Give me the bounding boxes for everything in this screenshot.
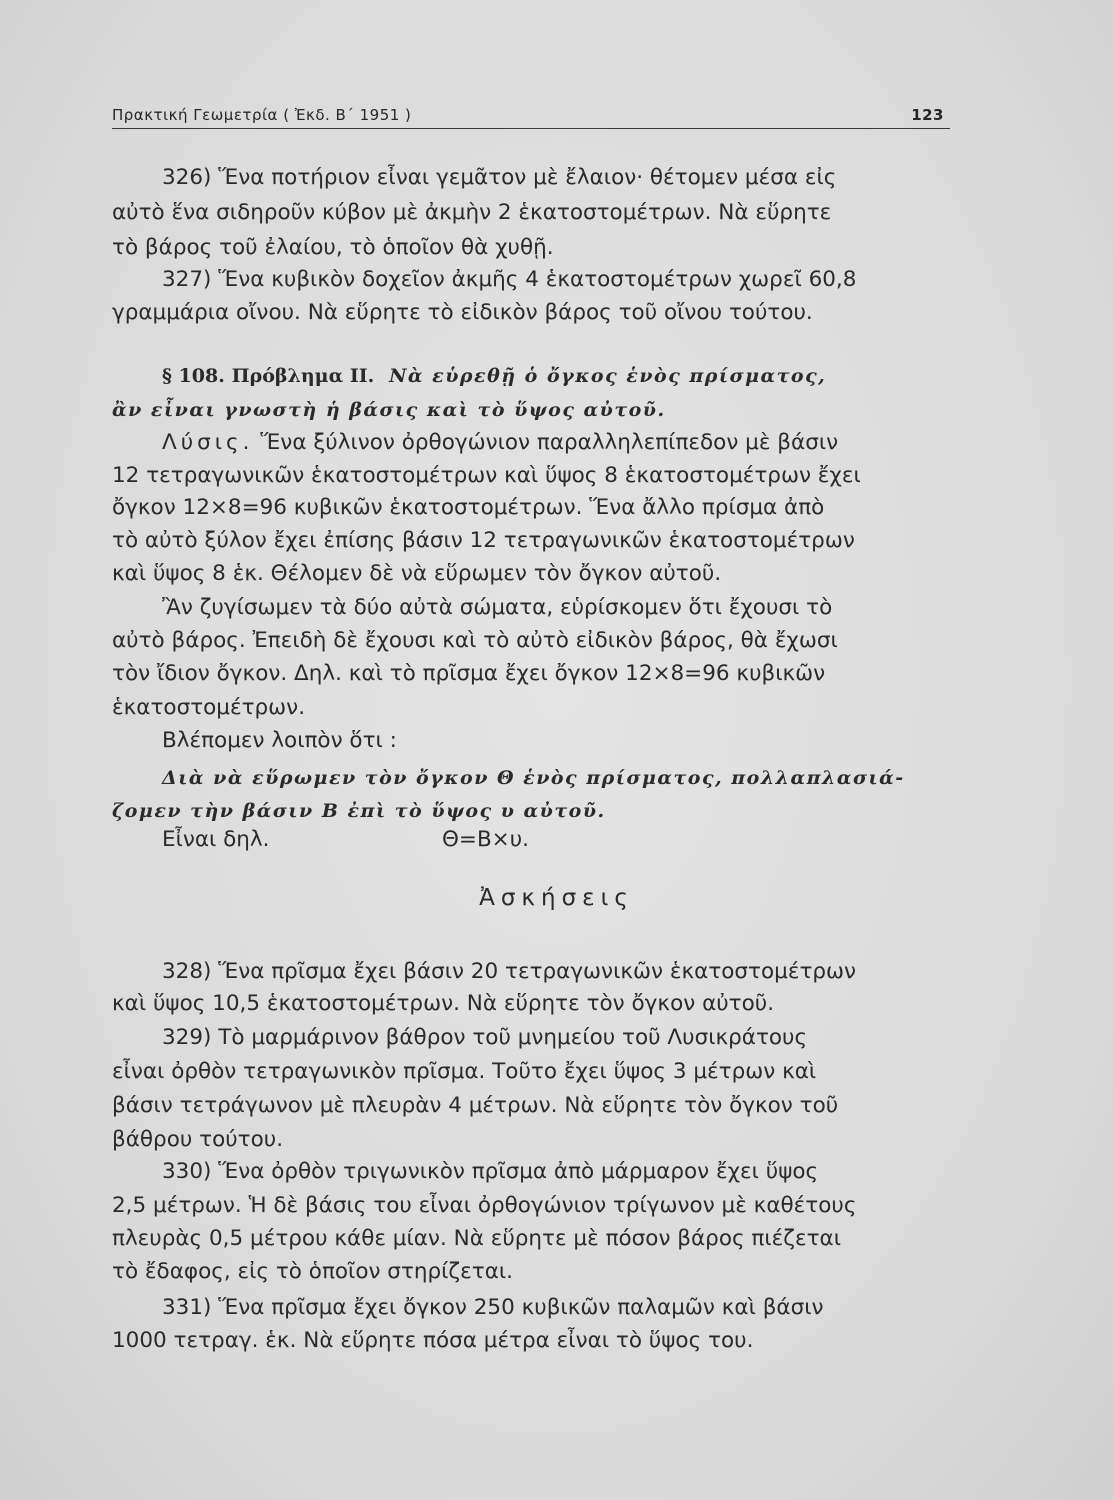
text-line: αὐτὸ βάρος. Ἐπειδὴ δὲ ἔχουσι καὶ τὸ αὐτὸ εἰδικὸν βάρος, θὰ ἔχωσι bbox=[112, 628, 838, 653]
text-line: τὸ αὐτὸ ξύλον ἔχει ἐπίσης βάσιν 12 τετραγωνικῶν ἑκατοστομέτρων bbox=[112, 528, 855, 553]
text-line: ἑκατοστομέτρων. bbox=[112, 695, 306, 720]
page-number: 123 bbox=[911, 106, 944, 124]
text-line: 2,5 μέτρων. Ἡ δὲ βάσις του εἶναι ὀρθογώνιον τρίγωνον μὲ καθέτους bbox=[112, 1193, 857, 1218]
text-line: τὸ ἔδαφος, εἰς τὸ ὁποῖον στηρίζεται. bbox=[112, 1259, 513, 1284]
text-line: βάθρου τούτου. bbox=[112, 1127, 284, 1152]
text-line: εἶναι ὀρθὸν τετραγωνικὸν πρῖσμα. Τοῦτο ἔχει ὕψος 3 μέτρων καὶ bbox=[112, 1059, 817, 1084]
text-line: αὐτὸ ἕνα σιδηροῦν κύβον μὲ ἀκμὴν 2 ἑκατοστομέτρων. Νὰ εὕρητε bbox=[112, 200, 832, 225]
text-line: καὶ ὕψος 10,5 ἑκατοστομέτρων. Νὰ εὕρητε τὸν ὄγκον αὐτοῦ. bbox=[112, 991, 775, 1016]
text-line: βάσιν τετράγωνον μὲ πλευρὰν 4 μέτρων. Νὰ εὕρητε τὸν ὄγκον τοῦ bbox=[112, 1093, 839, 1118]
text-line: 330) Ἕνα ὀρθὸν τριγωνικὸν πρῖσμα ἀπὸ μάρμαρον ἔχει ὕψος bbox=[162, 1159, 819, 1184]
section-number: § 108. bbox=[162, 365, 225, 387]
section-heading bbox=[162, 362, 826, 390]
solution-text: Ἕνα ξύλινον ὀρθογώνιον παραλληλεπίπεδον μὲ βάσιν bbox=[260, 430, 839, 455]
section-title: Νὰ εὑρεθῇ ὁ ὄγκος ἑνὸς πρίσματος, bbox=[389, 365, 827, 387]
section-title-cont: ἂν εἶναι γνωστὴ ἡ βάσις καὶ τὸ ὕψος αὐτοῦ. bbox=[112, 399, 666, 421]
running-title: Πρακτική Γεωμετρία ( Ἐκδ. Β΄ 1951 ) bbox=[112, 106, 412, 124]
text-line: γραμμάρια οἴνου. Νὰ εὕρητε τὸ εἰδικὸν βάρος τοῦ οἴνου τούτου. bbox=[112, 300, 813, 325]
text-line: 327) Ἕνα κυβικὸν δοχεῖον ἀκμῆς 4 ἑκατοστομέτρων χωρεῖ 60,8 bbox=[162, 267, 857, 292]
solution-first-line bbox=[162, 429, 838, 457]
text-line: τὸ βάρος τοῦ ἐλαίου, τὸ ὁποῖον θὰ χυθῇ. bbox=[112, 235, 554, 260]
rule-line: ζομεν τὴν βάσιν Β ἐπὶ τὸ ὕψος υ αὐτοῦ. bbox=[112, 800, 606, 822]
text-line: πλευρὰς 0,5 μέτρου κάθε μίαν. Νὰ εὕρητε μὲ πόσον βάρος πιέζεται bbox=[112, 1226, 841, 1251]
text-line: Ἂν ζυγίσωμεν τὰ δύο αὐτὰ σώματα, εὑρίσκομεν ὅτι ἔχουσι τὸ bbox=[162, 595, 833, 620]
text-line: ὄγκον 12×8=96 κυβικῶν ἑκατοστομέτρων. Ἕνα ἄλλο πρίσμα ἀπὸ bbox=[112, 495, 825, 520]
text-line: Βλέπομεν λοιπὸν ὅτι : bbox=[162, 728, 397, 753]
text-line: 331) Ἕνα πρῖσμα ἔχει ὄγκον 250 κυβικῶν παλαμῶν καὶ βάσιν bbox=[162, 1295, 824, 1320]
text-line: 1000 τετραγ. ἑκ. Νὰ εὕρητε πόσα μέτρα εἶναι τὸ ὕψος του. bbox=[112, 1328, 754, 1353]
section-label: Πρόβλημα ΙΙ. bbox=[231, 365, 375, 387]
solution-label: Λύσις. bbox=[162, 430, 254, 455]
text-line: 328) Ἕνα πρῖσμα ἔχει βάσιν 20 τετραγωνικῶν ἑκατοστομέτρων bbox=[162, 959, 857, 984]
exercises-heading: Ἀσκήσεις bbox=[479, 885, 634, 911]
formula-expression: Θ=Β×υ. bbox=[442, 827, 529, 852]
rule-line: Διὰ νὰ εὕρωμεν τὸν ὄγκον Θ ἑνὸς πρίσματος, πολλαπλασιά- bbox=[162, 767, 905, 789]
formula-prefix: Εἶναι δηλ. bbox=[162, 827, 270, 852]
text-line: τὸν ἴδιον ὄγκον. Δηλ. καὶ τὸ πρῖσμα ἔχει ὄγκον 12×8=96 κυβικῶν bbox=[112, 661, 826, 686]
text-line: καὶ ὕψος 8 ἑκ. Θέλομεν δὲ νὰ εὕρωμεν τὸν ὄγκον αὐτοῦ. bbox=[112, 561, 722, 586]
text-line: 326) Ἕνα ποτήριον εἶναι γεμᾶτον μὲ ἔλαιον· θέτομεν μέσα εἰς bbox=[162, 165, 837, 190]
text-line: 329) Τὸ μαρμάρινον βάθρον τοῦ μνημείου τοῦ Λυσικράτους bbox=[162, 1025, 808, 1050]
running-header bbox=[112, 102, 950, 129]
text-line: 12 τετραγωνικῶν ἑκατοστομέτρων καὶ ὕψος 8 ἑκατοστομέτρων ἔχει bbox=[112, 463, 861, 488]
